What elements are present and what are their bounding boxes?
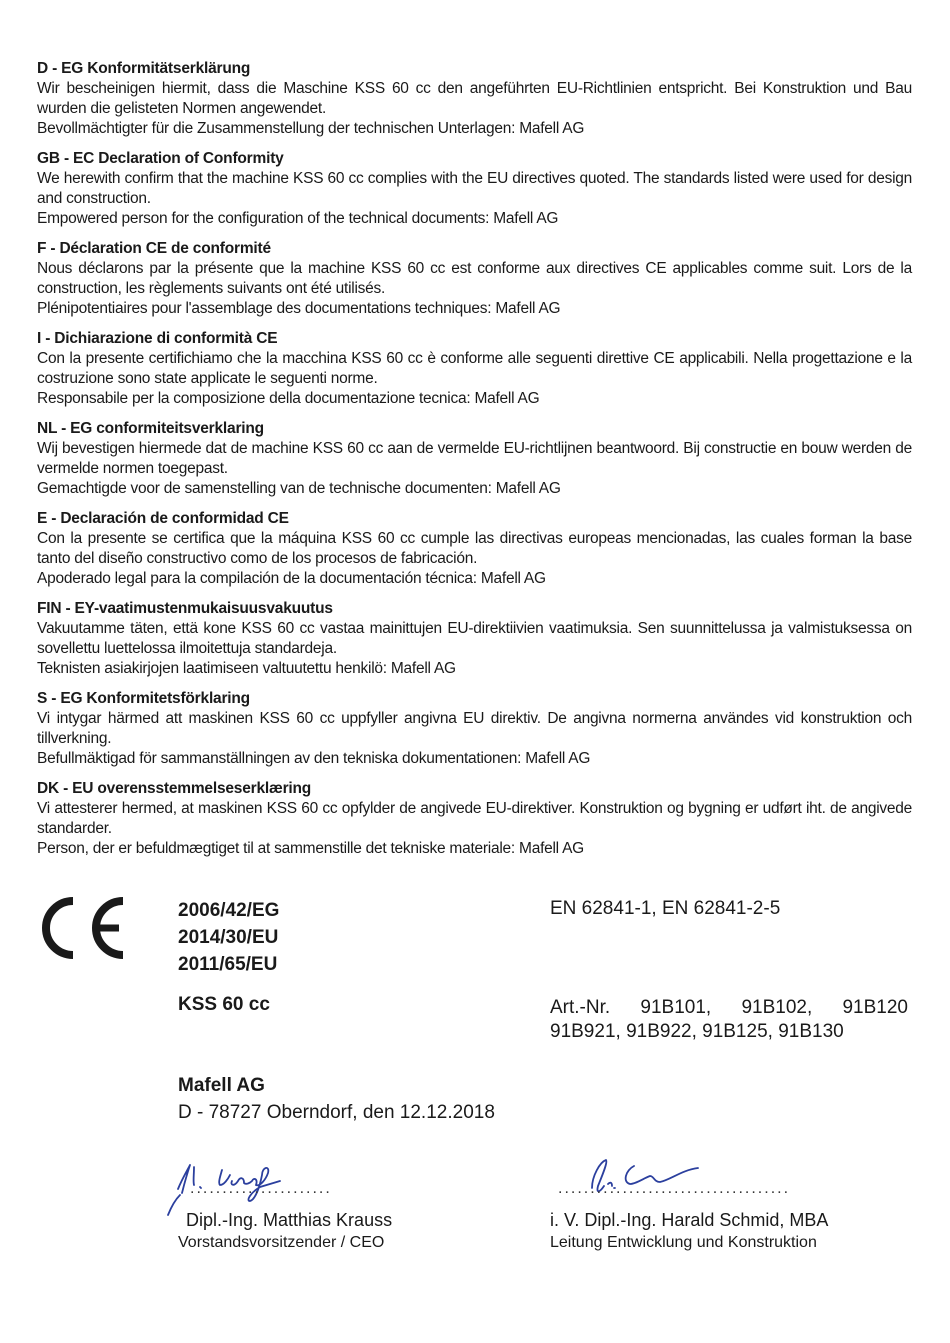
section-text: We herewith confirm that the machine KSS 60 cc complies with the EU directives quoted. The standards listed were used for design and construction. [37, 170, 912, 207]
directive-item: 2011/65/EU [178, 954, 278, 975]
signatory-2-role: Leitung Entwicklung und Konstruktion [550, 1234, 817, 1251]
article-numbers: Art.-Nr. 91B101, 91B102, 91B120 91B921, 91B922, 91B125, 91B130 [550, 997, 908, 1042]
section-text: Wij bevestigen hiermede dat de machine KSS 60 cc aan de vermelde EU-richtlijnen beantwoord. Bij constructie en bouw werden de vermelde normen toegepast. [37, 440, 912, 477]
section-authorized: Teknisten asiakirjojen laatimiseen valtuutettu henkilö: Mafell AG [37, 660, 456, 677]
section-authorized: Befullmäktigad för sammanställningen av den tekniska dokumentationen: Mafell AG [37, 750, 591, 767]
signatory-1-role: Vorstandsvorsitzender / CEO [178, 1234, 385, 1251]
section-heading: E - Declaración de conformidad CE [37, 510, 289, 527]
directives-list [178, 897, 279, 978]
section-fin [37, 598, 912, 679]
section-f [37, 238, 912, 319]
section-heading: S - EG Konformitetsförklaring [37, 690, 250, 707]
directive-item: 2006/42/EG [178, 900, 280, 921]
section-heading: F - Déclaration CE de conformité [37, 240, 271, 257]
section-authorized: Responsabile per la composizione della documentazione tecnica: Mafell AG [37, 390, 540, 407]
section-authorized: Person, der er befuldmægtiget til at sammenstille det tekniske materiale: Mafell AG [37, 840, 584, 857]
standards-list: EN 62841-1, EN 62841-2-5 [550, 898, 781, 919]
signatory-2-name: i. V. Dipl.-Ing. Harald Schmid, MBA [550, 1210, 829, 1230]
signature-line-1: ...................... [190, 1180, 332, 1197]
section-e [37, 508, 912, 589]
section-text: Vi intygar härmed att maskinen KSS 60 cc uppfyller angivna EU direktiv. De angivna normerna användes vid konstruktion och tillverkning. [37, 710, 912, 747]
section-text: Vi attesterer hermed, at maskinen KSS 60 cc opfylder de angivede EU-direktiver. Konstruktion og bygning er udført iht. de angivede standarder. [37, 800, 912, 837]
section-text: Wir bescheinigen hiermit, dass die Maschine KSS 60 cc den angeführten EU-Richtlinien entspricht. Bei Konstruktion und Bau wurden die gelisteten Normen angewendet. [37, 80, 912, 117]
section-authorized: Empowered person for the configuration of the technical documents: Mafell AG [37, 210, 559, 227]
section-text: Vakuutamme täten, että kone KSS 60 cc vastaa mainittujen EU-direktiivien vaatimuksia. Sen suunnittelussa ja valmistuksessa on sovellettu luettelossa ilmoitettuja standardeja. [37, 620, 912, 657]
section-heading: NL - EG conformiteitsverklaring [37, 420, 264, 437]
company-name: Mafell AG [178, 1075, 265, 1096]
place-date: D - 78727 Oberndorf, den 12.12.2018 [178, 1102, 495, 1123]
section-text: Nous déclarons par la présente que la machine KSS 60 cc est conforme aux directives CE applicables comme suit. Lors de la construction, les règlements suivants ont été utilisés. [37, 260, 912, 297]
section-d [37, 58, 912, 139]
section-heading: FIN - EY-vaatimustenmukaisuusvakuutus [37, 600, 333, 617]
section-nl [37, 418, 912, 499]
ce-mark-icon [35, 893, 130, 963]
signature-line-2: .................................... [558, 1180, 791, 1197]
section-authorized: Gemachtigde voor de samenstelling van de technische documenten: Mafell AG [37, 480, 561, 497]
section-authorized: Plénipotentiaires pour l'assemblage des documentations techniques: Mafell AG [37, 300, 561, 317]
section-text: Con la presente se certifica que la máquina KSS 60 cc cumple las directivas europeas mencionadas, las cuales forman la base tanto del diseño constructivo como de los procesos de fabricación. [37, 530, 912, 567]
directive-item: 2014/30/EU [178, 927, 279, 948]
section-authorized: Bevollmächtigter für die Zusammenstellung der technischen Unterlagen: Mafell AG [37, 120, 585, 137]
section-i [37, 328, 912, 409]
section-heading: DK - EU overensstemmelseserklæring [37, 780, 312, 797]
signatory-1-name: Dipl.-Ing. Matthias Krauss [186, 1210, 393, 1230]
section-heading: GB - EC Declaration of Conformity [37, 150, 284, 167]
section-heading: D - EG Konformitätserklärung [37, 60, 251, 77]
section-text: Con la presente certifichiamo che la macchina KSS 60 cc è conforme alle seguenti direttive CE applicabili. Nella progettazione e la costruzione sono state applicate le seguenti norme. [37, 350, 912, 387]
section-s [37, 688, 912, 769]
declarations-list [37, 58, 912, 868]
section-gb [37, 148, 912, 229]
section-heading: I - Dichiarazione di conformità CE [37, 330, 278, 347]
model-name: KSS 60 cc [178, 994, 270, 1015]
section-authorized: Apoderado legal para la compilación de la documentación técnica: Mafell AG [37, 570, 546, 587]
section-dk [37, 778, 912, 859]
